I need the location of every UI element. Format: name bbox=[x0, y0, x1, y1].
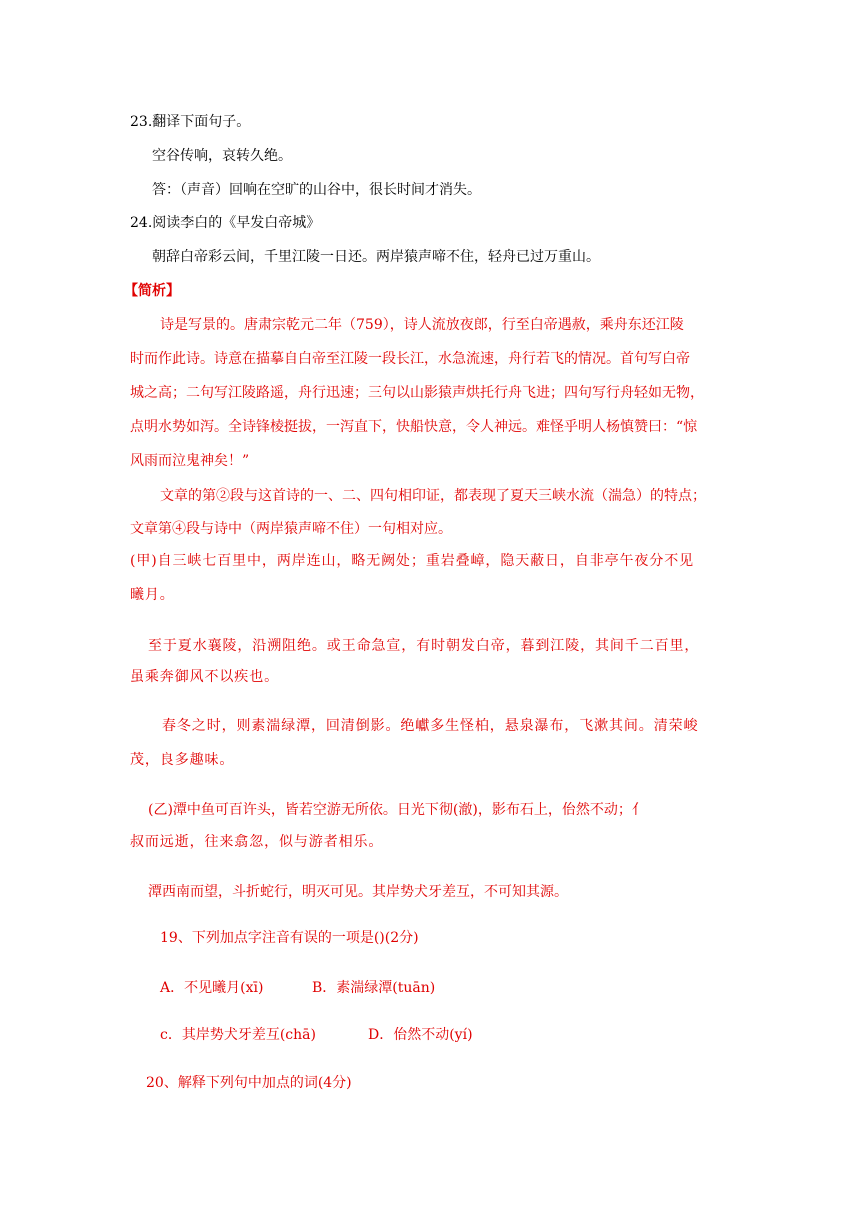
q23-answer: 答：（声音）回响在空旷的山谷中，很长时间才消失。 bbox=[152, 182, 481, 198]
q19-option-c: c．其岸势犬牙差互(chā) bbox=[160, 1027, 316, 1043]
q24-poem: 朝辞白帝彩云间，千里江陵一日还。两岸猿声啼不住，轻舟已过万重山。 bbox=[152, 249, 600, 265]
analysis-label: 【简析】 bbox=[124, 283, 180, 299]
passage-jia-line: 曦月。 bbox=[130, 587, 175, 603]
analysis-line: 文章第④段与诗中（两岸猿声啼不住）一句相对应。 bbox=[130, 521, 452, 537]
passage-spring-line: 春冬之时，则素湍绿潭，回清倒影。绝巘多生怪柏，悬泉瀑布，飞漱其间。清荣峻 bbox=[162, 718, 699, 734]
q23-heading: 23.翻译下面句子。 bbox=[130, 114, 251, 130]
q19-stem: 19、下列加点字注音有误的一项是()(2分) bbox=[160, 930, 419, 946]
q19-option-b: B．素湍绿潭(tuān) bbox=[312, 980, 436, 996]
passage-yi-line: (乙)潭中鱼可百许头，皆若空游无所依。日光下彻(澈)，影布石上，佁然不动；亻 bbox=[148, 802, 646, 818]
passage-jia-line: (甲)自三峡七百里中，两岸连山，略无阙处；重岩叠嶂，隐天蔽日，自非亭午夜分不见 bbox=[130, 553, 695, 569]
analysis-line: 风雨而泣鬼神矣！” bbox=[130, 453, 250, 469]
passage-summer-line: 至于夏水襄陵，沿溯阻绝。或王命急宣，有时朝发白帝，暮到江陵，其间千二百里， bbox=[148, 638, 700, 654]
q19-option-d: D．佁然不动(yí) bbox=[368, 1027, 473, 1043]
passage-spring-line: 茂，良多趣味。 bbox=[130, 752, 235, 768]
q24-heading: 24.阅读李白的《早发白帝城》 bbox=[130, 215, 321, 231]
passage-west-line: 潭西南而望，斗折蛇行，明灭可见。其岸势犬牙差互，不可知其源。 bbox=[148, 884, 568, 900]
analysis-line: 文章的第②段与这首诗的一、二、四句相印证，都表现了夏天三峡水流（湍急）的特点； bbox=[160, 488, 706, 504]
q19-option-a: A．不见曦月(xī) bbox=[160, 980, 264, 996]
q20-stem: 20、解释下列句中加点的词(4分) bbox=[146, 1075, 352, 1091]
analysis-line: 诗是写景的。唐肃宗乾元二年（759），诗人流放夜郎，行至白帝遇赦，乘舟东还江陵 bbox=[160, 317, 684, 333]
passage-yi-line: 叔而远逝，往来翕忽，似与游者相乐。 bbox=[130, 834, 384, 850]
passage-summer-line: 虽乘奔御风不以疾也。 bbox=[130, 669, 279, 685]
analysis-line: 时而作此诗。诗意在描摹自白帝至江陵一段长江，水急流速，舟行若飞的情况。首句写白帝 bbox=[130, 351, 690, 367]
q23-sentence: 空谷传响，哀转久绝。 bbox=[152, 148, 292, 164]
analysis-line: 城之高；二句写江陵路遥，舟行迅速；三句以山影猿声烘托行舟飞进；四句写行舟轻如无物， bbox=[130, 385, 704, 401]
analysis-line: 点明水势如泻。全诗锋棱挺拔，一泻直下，快船快意，令人神远。难怪乎明人杨慎赞曰：“惊 bbox=[130, 419, 698, 435]
